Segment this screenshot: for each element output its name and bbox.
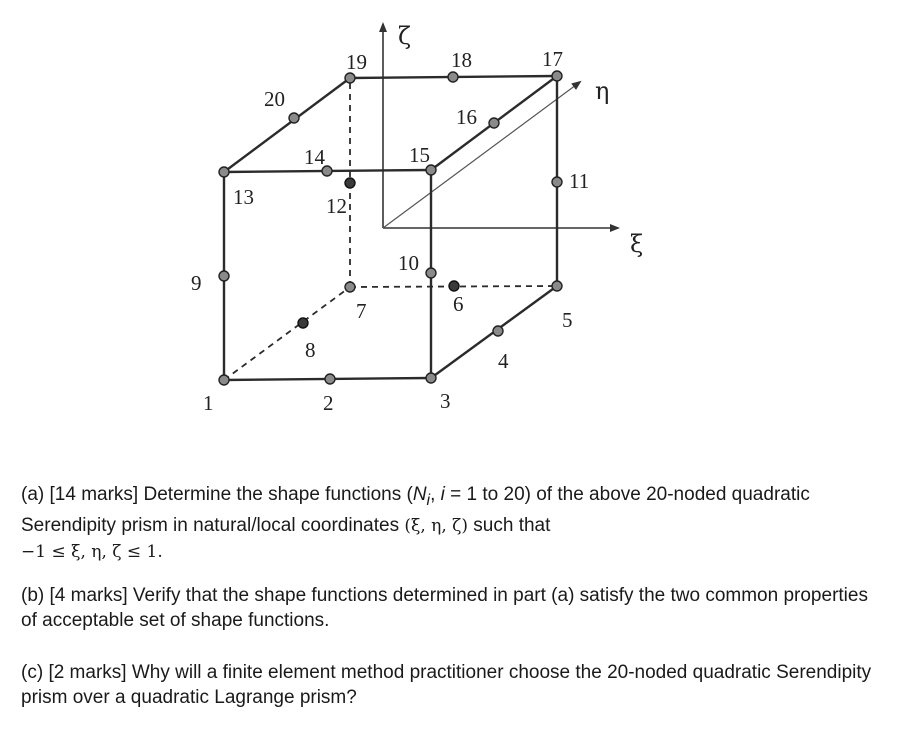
node-10	[426, 268, 436, 278]
question-a-text-1: Determine the shape functions (	[143, 484, 413, 505]
node-11	[552, 177, 562, 187]
node-label-2: 2	[323, 391, 334, 415]
question-b-marker: (b)	[21, 585, 45, 606]
question-a-text-2: ,	[430, 484, 441, 505]
node-label-15: 15	[409, 143, 430, 167]
question-b	[21, 583, 881, 633]
node-4	[493, 326, 503, 336]
question-a	[21, 482, 881, 565]
node-6	[449, 281, 459, 291]
node-label-8: 8	[305, 338, 316, 362]
question-a-text-4: such that	[468, 514, 551, 536]
question-a-ni-sub: i	[426, 491, 431, 509]
node-19	[345, 73, 355, 83]
question-a-i-var: i	[440, 484, 445, 505]
question-b-marks: [4 marks]	[49, 585, 128, 606]
question-a-ni: N	[412, 484, 427, 505]
question-c-marks: [2 marks]	[48, 662, 127, 683]
node-label-6: 6	[453, 292, 464, 316]
question-b-text: Verify that the shape functions determined in part (a) satisfy the two common properties of acceptable set of shape functions.	[21, 585, 868, 631]
node-1	[219, 375, 229, 385]
node-2	[325, 374, 335, 384]
axes	[383, 22, 643, 258]
eta-label: η	[595, 77, 610, 105]
question-a-text-3: = 1 to 20) of the above 20-noded quadratic Serendipity prism in natural/local coordinates	[21, 484, 810, 536]
node-16	[489, 118, 499, 128]
node-label-11: 11	[569, 169, 590, 193]
node-5	[552, 281, 562, 291]
node-label-5: 5	[562, 308, 573, 332]
node-label-20: 20	[264, 87, 285, 111]
node-label-10: 10	[398, 251, 419, 275]
question-a-marks: [14 marks]	[49, 484, 139, 505]
node-20	[289, 113, 299, 123]
node-3	[426, 373, 436, 383]
node-8	[298, 318, 308, 328]
zeta-label: ζ	[398, 22, 412, 50]
question-a-coords: (ξ, η, ζ)	[404, 515, 469, 536]
node-13	[219, 167, 229, 177]
question-a-marker: (a)	[21, 484, 45, 505]
node-label-19: 19	[346, 50, 367, 74]
node-label-12: 12	[326, 194, 347, 218]
node-label-7: 7	[356, 299, 367, 323]
node-9	[219, 271, 229, 281]
hidden-edges	[224, 78, 557, 380]
node-12	[345, 178, 355, 188]
node-17	[552, 71, 562, 81]
question-c-text: Why will a finite element method practitioner choose the 20-noded quadratic Serendipity prism over a quadratic Lagrange prism?	[21, 662, 872, 708]
node-label-14: 14	[304, 145, 325, 169]
node-label-1: 1	[203, 391, 214, 415]
question-c-marker: (c)	[21, 662, 44, 683]
question-c	[21, 660, 881, 710]
node-label-17: 17	[542, 47, 563, 71]
node-label-3: 3	[440, 389, 451, 413]
question-a-range: −1 ≤ ξ, η, ζ ≤ 1.	[21, 541, 163, 562]
node-label-13: 13	[233, 185, 254, 209]
node-18	[448, 72, 458, 82]
node-label-18: 18	[451, 48, 472, 72]
xi-label: ξ	[630, 230, 644, 258]
node-label-4: 4	[498, 349, 509, 373]
node-label-16: 16	[456, 105, 477, 129]
node-label-9: 9	[191, 271, 202, 295]
node-7	[345, 282, 355, 292]
